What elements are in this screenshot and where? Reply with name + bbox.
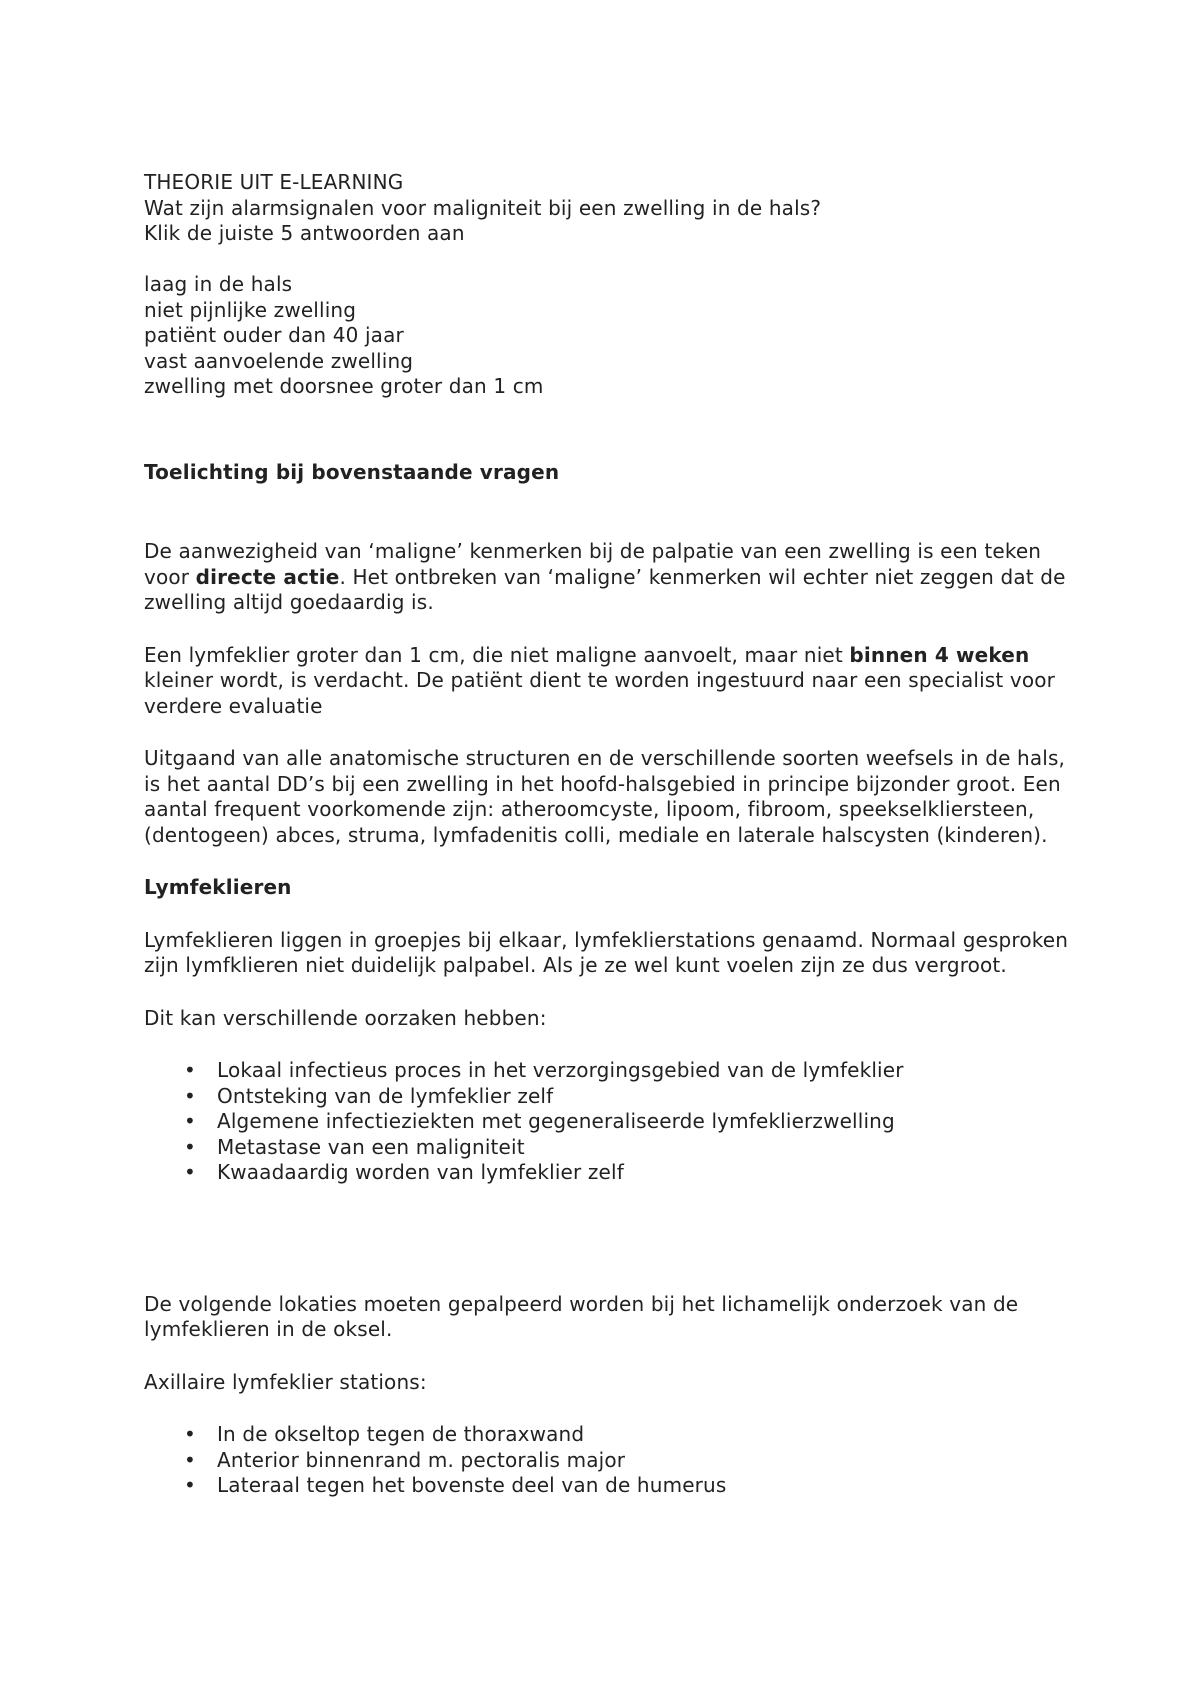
spacer <box>144 247 1074 273</box>
explanation-paragraph-3: Uitgaand van alle anatomische structuren en de verschillende soorten weefsels in de hals, is het aantal DD’s bij een zwelling in het hoofd-halsgebied in principe bijzonder groot. Een aantal frequent voorkomende zijn: atheroomcyste, lipoom, fibroom, speekselkliersteen, (dentogeen) abces, struma, lymfadenitis colli, mediale en laterale halscysten (kinderen). <box>144 746 1066 847</box>
list-item: • Ontsteking van de lymfeklier zelf <box>184 1083 554 1108</box>
explanation-paragraph-1: De aanwezigheid van ‘maligne’ kenmerken bij de palpatie van een zwelling is een teken voor directe actie. Het ontbreken van ‘maligne’ kenmerken wil echter niet zeggen dat de zwelling altijd goedaardig is. <box>144 539 1066 614</box>
answer-item: niet pijnlijke zwelling <box>144 297 357 322</box>
instruction-text: Klik de juiste 5 antwoorden aan <box>144 221 465 245</box>
lymph-heading: Lymfeklieren <box>144 875 292 899</box>
bullet-icon: • <box>184 1058 196 1082</box>
document-title: THEORIE UIT E-LEARNING <box>144 170 404 194</box>
list-item: • Anterior binnenrand m. pectoralis major <box>184 1447 626 1472</box>
explanation-paragraph-2: Een lymfeklier groter dan 1 cm, die niet maligne aanvoelt, maar niet binnen 4 weken kleiner wordt, is verdacht. De patiënt dient te worden ingestuurd naar een specialist voor verdere evaluatie <box>144 642 1055 718</box>
bullet-icon: • <box>184 1134 196 1159</box>
lymph-paragraph-1: Lymfeklieren liggen in groepjes bij elkaar, lymfeklierstations genaamd. Normaal gesproken zijn lymfklieren niet duidelijk palpabel. Als je ze wel kunt voelen zijn ze dus vergroot. <box>144 927 1069 977</box>
bullet-icon: • <box>184 1160 196 1184</box>
question-text: Wat zijn alarmsignalen voor maligniteit bij een zwelling in de hals? <box>144 195 822 220</box>
bullet-icon: • <box>184 1473 196 1497</box>
causes-list <box>144 1058 1074 1186</box>
bullet-icon: • <box>184 1083 196 1108</box>
list-item: • Lateraal tegen het bovenste deel van de humerus <box>184 1473 727 1497</box>
answer-list <box>144 272 1074 400</box>
answer-item: patiënt ouder dan 40 jaar <box>144 323 404 347</box>
list-item: • Lokaal infectieus proces in het verzorgingsgebied van de lymfeklier <box>184 1058 904 1082</box>
explanation-heading: Toelichting bij bovenstaande vragen <box>144 459 560 484</box>
answer-item: zwelling met doorsnee groter dan 1 cm <box>144 374 544 398</box>
list-item: • In de okseltop tegen de thoraxwand <box>184 1422 585 1446</box>
answer-item: laag in de hals <box>144 272 293 296</box>
bullet-icon: • <box>184 1422 196 1446</box>
emphasis-text: directe actie <box>195 564 340 589</box>
list-item: • Algemene infectieziekten met gegeneraliseerde lymfeklierzwelling <box>184 1109 895 1133</box>
lymph-paragraph-2: Dit kan verschillende oorzaken hebben: <box>144 1005 547 1030</box>
emphasis-text: binnen 4 weken <box>849 642 1030 667</box>
answer-item: vast aanvoelende zwelling <box>144 348 414 373</box>
list-item: • Metastase van een maligniteit <box>184 1134 525 1159</box>
document-page <box>144 170 1074 1499</box>
lymph-paragraph-3: De volgende lokaties moeten gepalpeerd worden bij het lichamelijk onderzoek van de lymfeklieren in de oksel. <box>144 1291 1019 1341</box>
list-item: • Kwaadaardig worden van lymfeklier zelf <box>184 1160 624 1184</box>
bullet-icon: • <box>184 1109 196 1133</box>
lymph-paragraph-4: Axillaire lymfeklier stations: <box>144 1369 427 1394</box>
bullet-icon: • <box>184 1447 196 1472</box>
stations-list <box>144 1422 1074 1499</box>
